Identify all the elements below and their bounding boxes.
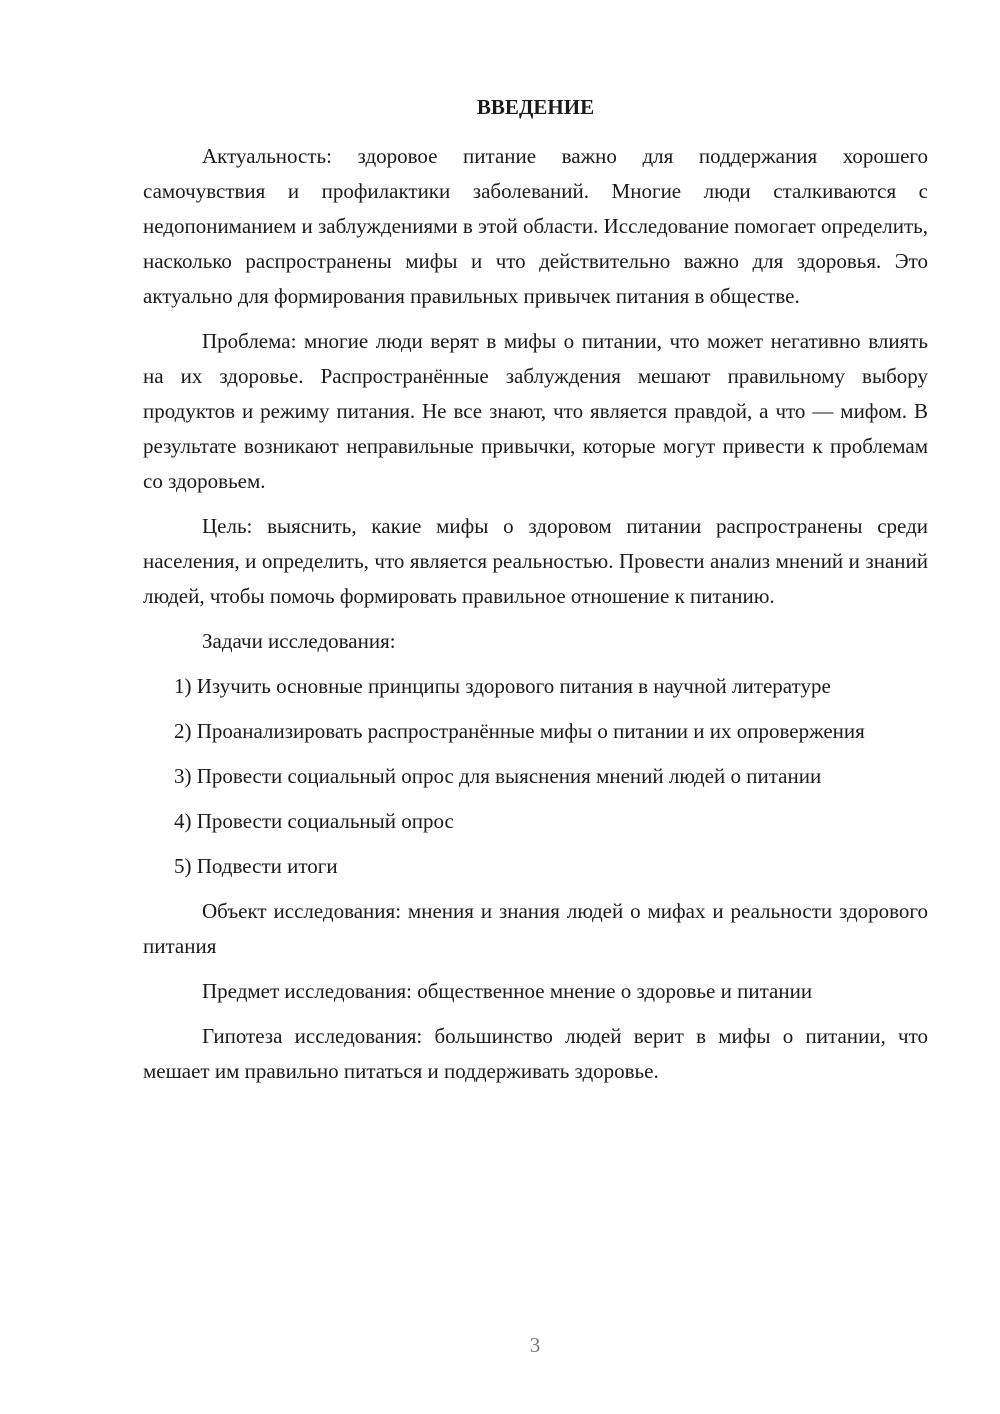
paragraph-tasks-heading: Задачи исследования:	[202, 629, 396, 653]
paragraph-object: Объект исследования: мнения и знания людей о мифах и реальности здорового питания	[143, 899, 928, 958]
list-item-task-1: 1) Изучить основные принципы здорового питания в научной литературе	[174, 674, 831, 698]
list-item-task-3: 3) Провести социальный опрос для выяснения мнений людей о питании	[174, 764, 822, 788]
list-item-task-5: 5) Подвести итоги	[174, 854, 338, 878]
document-page	[143, 90, 928, 1099]
list-item-task-4: 4) Провести социальный опрос	[174, 809, 454, 833]
paragraph-goal: Цель: выяснить, какие мифы о здоровом питании распространены среди населения, и определить, что является реальностью. Провести анализ мнений и знаний людей, чтобы помочь формировать правильное отношение к питанию.	[143, 514, 928, 608]
list-item-task-2: 2) Проанализировать распространённые мифы о питании и их опровержения	[174, 719, 865, 743]
paragraph-hypothesis: Гипотеза исследования: большинство людей верит в мифы о питании, что мешает им правильно питаться и поддерживать здоровье.	[143, 1024, 928, 1083]
page-number: 3	[529, 1333, 541, 1357]
section-heading: ВВЕДЕНИЕ	[476, 95, 595, 119]
paragraph-problem: Проблема: многие люди верят в мифы о питании, что может негативно влиять на их здоровье. Распространённые заблуждения мешают правильному выбору продуктов и режиму питания. Не все знают, что является правдой, а что — мифом. В результате возникают неправильные привычки, которые могут привести к проблемам со здоровьем.	[143, 329, 928, 493]
paragraph-subject: Предмет исследования: общественное мнение о здоровье и питании	[202, 979, 813, 1003]
paragraph-relevance: Актуальность: здоровое питание важно для поддержания хорошего самочувствия и профилактики заболеваний. Многие люди сталкиваются с недопониманием и заблуждениями в этой области. Исследование помогает определить, насколько распространены мифы и что действительно важно для здоровья. Это актуально для формирования правильных привычек питания в обществе.	[143, 144, 928, 308]
